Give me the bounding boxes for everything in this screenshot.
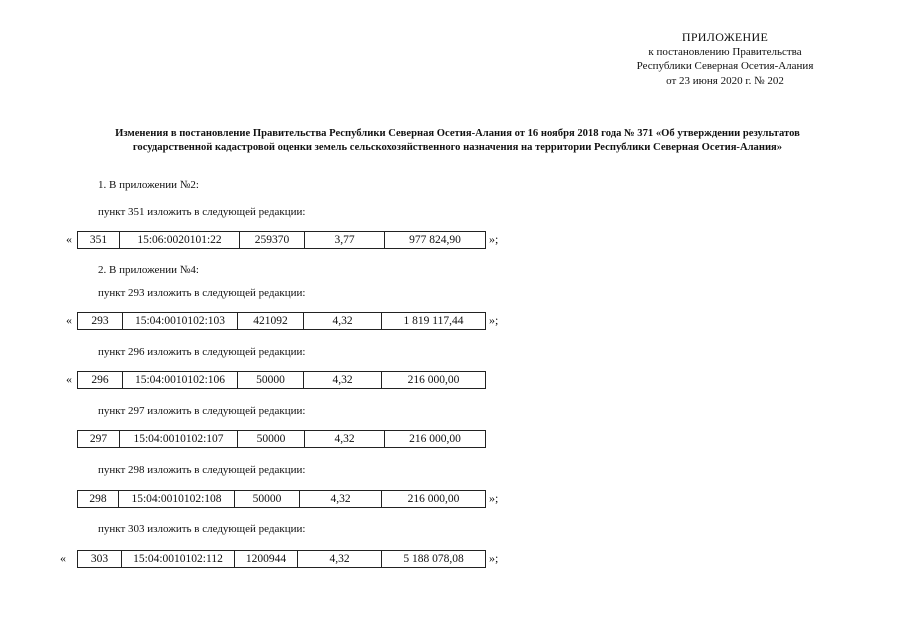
cell-cadastral-number: 15:04:0010102:106 xyxy=(123,371,238,389)
cell-cadastral-number: 15:06:0020101:22 xyxy=(120,231,240,249)
cell-rate: 4,32 xyxy=(300,490,382,508)
table-row xyxy=(0,231,905,249)
appendix-line-2: Республики Северная Осетия-Алания xyxy=(636,60,814,72)
cell-rate: 3,77 xyxy=(305,231,385,249)
cell-rate: 4,32 xyxy=(304,371,382,389)
cell-area: 50000 xyxy=(238,371,304,389)
cell-rate: 4,32 xyxy=(298,550,382,568)
table-row xyxy=(0,550,905,568)
document-title-line-1: Изменения в постановление Правительства Республики Северная Осетия-Алания от 16 ноября 2018 года № 371 «Об утверждении результатов xyxy=(115,128,800,139)
item-instruction: пункт 293 изложить в следующей редакции: xyxy=(98,287,306,299)
cell-rate: 4,32 xyxy=(304,312,382,330)
cell-number: 293 xyxy=(77,312,123,330)
cell-cadastral-number: 15:04:0010102:112 xyxy=(122,550,235,568)
appendix-header xyxy=(600,30,850,88)
section-heading-1: 1. В приложении №2: xyxy=(98,179,199,191)
document-title-line-2: государственной кадастровой оценки земель сельскохозяйственного назначения на территории Республики Северная Осетия-Алания» xyxy=(132,141,783,153)
table-row xyxy=(0,371,905,389)
cell-cadastral-number: 15:04:0010102:108 xyxy=(119,490,235,508)
table-row xyxy=(0,312,905,330)
open-quote: « xyxy=(60,551,66,565)
item-instruction: пункт 298 изложить в следующей редакции: xyxy=(98,464,306,476)
cell-area: 50000 xyxy=(238,430,305,448)
item-instruction: пункт 303 изложить в следующей редакции: xyxy=(98,523,306,535)
table-row xyxy=(0,490,905,508)
cell-value: 216 000,00 xyxy=(385,430,486,448)
cell-number: 296 xyxy=(77,371,123,389)
cell-area: 1200944 xyxy=(235,550,298,568)
cell-number: 303 xyxy=(77,550,122,568)
cell-value: 977 824,90 xyxy=(385,231,486,249)
appendix-line-1: к постановлению Правительства xyxy=(648,45,802,58)
cell-area: 421092 xyxy=(238,312,304,330)
cell-cadastral-number: 15:04:0010102:103 xyxy=(123,312,238,330)
close-quote: »; xyxy=(489,491,499,505)
open-quote: « xyxy=(66,313,72,327)
item-instruction: пункт 351 изложить в следующей редакции: xyxy=(98,206,306,218)
item-instruction: пункт 297 изложить в следующей редакции: xyxy=(98,405,306,417)
cell-cadastral-number: 15:04:0010102:107 xyxy=(120,430,238,448)
appendix-title: ПРИЛОЖЕНИЕ xyxy=(681,30,769,44)
cell-value: 216 000,00 xyxy=(382,490,486,508)
item-instruction: пункт 296 изложить в следующей редакции: xyxy=(98,346,306,358)
cell-value: 1 819 117,44 xyxy=(382,312,486,330)
cell-area: 50000 xyxy=(235,490,300,508)
cell-number: 297 xyxy=(77,430,120,448)
open-quote: « xyxy=(66,372,72,386)
close-quote: »; xyxy=(489,313,499,327)
cell-rate: 4,32 xyxy=(305,430,385,448)
cell-area: 259370 xyxy=(240,231,305,249)
table-row xyxy=(0,430,905,448)
appendix-line-3: от 23 июня 2020 г. № 202 xyxy=(666,74,784,87)
section-heading-2: 2. В приложении №4: xyxy=(98,264,199,276)
document-title xyxy=(50,127,865,154)
cell-number: 351 xyxy=(77,231,120,249)
open-quote: « xyxy=(66,232,72,246)
cell-value: 5 188 078,08 xyxy=(382,550,486,568)
close-quote: »; xyxy=(489,551,499,565)
close-quote: »; xyxy=(489,232,499,246)
cell-number: 298 xyxy=(77,490,119,508)
cell-value: 216 000,00 xyxy=(382,371,486,389)
